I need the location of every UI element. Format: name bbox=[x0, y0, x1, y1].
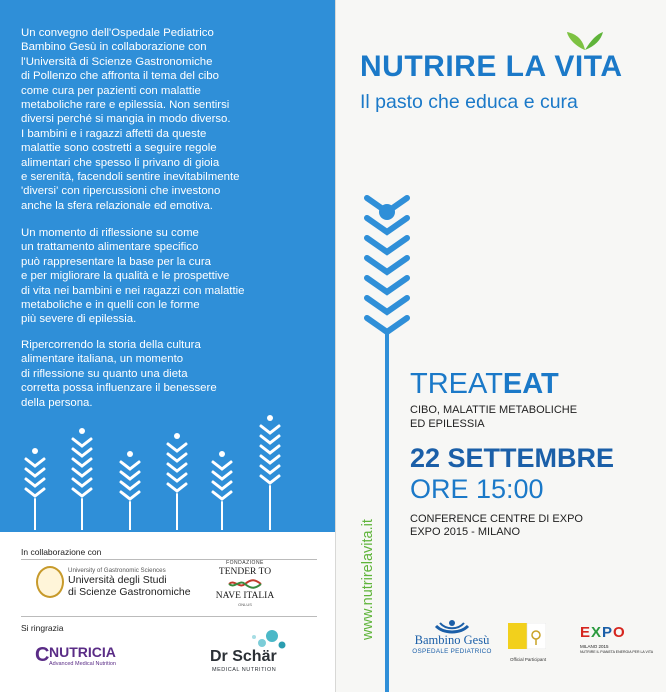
unisg-name-line2: di Scienze Gastronomiche bbox=[68, 586, 191, 598]
website-link[interactable]: www.nutrirelavita.it bbox=[360, 519, 376, 640]
expo-letter: E bbox=[580, 624, 592, 641]
bambino-gesu-subtitle: OSPEDALE PEDIATRICO bbox=[412, 648, 492, 655]
wheat-row-illustration bbox=[15, 410, 325, 530]
schar-subtitle: MEDICAL NUTRITION bbox=[212, 667, 277, 673]
intro-paragraph: Un convegno dell'Ospedale Pediatrico Bambino Gesù in collaborazione con l'Università di Scienze Gastronomiche di Pollenzo che affronta il tema del cibo come cura per pazienti con malattie metaboliche rare e epilessia. Non sentirsi diversi perché si mangia in modo diverso. I bambini e i ragazzi affetti da queste malattie sono costretti a seguire regole alimentari che spesso li privano di gioia e serenità, facendoli sentire inevitabilmente 'diversi' con ripercussioni che investono anche la sfera relazionale ed emotiva. bbox=[21, 27, 240, 212]
thanks-heading: Si ringrazia bbox=[21, 623, 64, 633]
event-date: 22 SETTEMBRE bbox=[410, 443, 615, 473]
vatican-flag-icon bbox=[508, 623, 546, 649]
page-subtitle: Il pasto che educa e cura bbox=[360, 91, 578, 113]
nutricia-mark-icon: C bbox=[35, 644, 50, 666]
rope-knot-icon bbox=[227, 579, 263, 589]
official-participant-label: Official Participant bbox=[510, 657, 547, 662]
tender-onlus: ONLUS bbox=[238, 602, 252, 607]
eat-word: EAT bbox=[502, 368, 559, 400]
collab-heading: In collaborazione con bbox=[21, 547, 102, 557]
unisg-seal-icon bbox=[36, 566, 64, 598]
tender-to-nave-italia-logo bbox=[215, 560, 275, 607]
schar-name: Dr Schär bbox=[210, 648, 277, 665]
page-fold bbox=[335, 0, 336, 692]
bambino-gesu-emblem-icon bbox=[434, 618, 470, 636]
expo-theme-label: NUTRIRE IL PIANETA ENERGIA PER LA VITA bbox=[580, 650, 654, 654]
divider-bottom bbox=[21, 616, 317, 617]
tender-line2: NAVE ITALIA bbox=[215, 591, 275, 601]
bambino-gesu-logo bbox=[412, 618, 492, 678]
tender-fondazione: FONDAZIONE bbox=[226, 560, 264, 566]
unisg-english-name: University of Gastronomic Sciences bbox=[68, 567, 166, 574]
expo-2015-logo bbox=[578, 622, 654, 670]
event-venue: CONFERENCE CENTRE DI EXPO EXPO 2015 - MILANO bbox=[410, 513, 583, 538]
tender-line1: TENDER TO bbox=[218, 567, 272, 577]
holy-see-logo bbox=[505, 620, 555, 668]
blue-info-panel bbox=[0, 0, 335, 532]
event-time: ORE 15:00 bbox=[410, 474, 544, 504]
page-title: NUTRIRE LA VITA bbox=[360, 50, 623, 83]
expo-milano-label: MILANO 2015 bbox=[580, 644, 609, 649]
dr-schar-logo bbox=[210, 628, 290, 678]
expo-letter: O bbox=[613, 624, 626, 641]
nutricia-subtitle: Advanced Medical Nutrition bbox=[49, 661, 116, 667]
expo-letter: P bbox=[602, 624, 614, 641]
nutricia-name: NUTRICIA bbox=[49, 644, 116, 660]
dots-icon bbox=[232, 628, 302, 650]
topic-text: CIBO, MALATTIE METABOLICHE ED EPILESSIA bbox=[410, 404, 578, 430]
unisg-logo bbox=[36, 566, 206, 600]
expo-letter: X bbox=[591, 624, 603, 641]
leaf-icon bbox=[565, 30, 605, 52]
bambino-gesu-name: Bambino Gesù bbox=[414, 633, 490, 647]
treat-word: TREAT bbox=[410, 368, 503, 400]
nutricia-logo bbox=[35, 642, 135, 672]
treateat-heading bbox=[410, 368, 559, 401]
unisg-name-line1: Università degli Studi bbox=[68, 574, 167, 586]
history-paragraph: Ripercorrendo la storia della cultura alimentare italiana, un momento di riflessione su quanto una dieta corretta possa influenzare il benessere della persona. bbox=[21, 339, 217, 409]
reflection-paragraph: Un momento di riflessione su come un trattamento alimentare specifico può rappresentare la base per la cura e per migliorare la qualità e le prospettive di vita nei bambini e nei ragazzi con malattie metaboliche e in quelli con le forme più severe di epilessia. bbox=[21, 227, 245, 326]
expo-word bbox=[580, 624, 626, 641]
